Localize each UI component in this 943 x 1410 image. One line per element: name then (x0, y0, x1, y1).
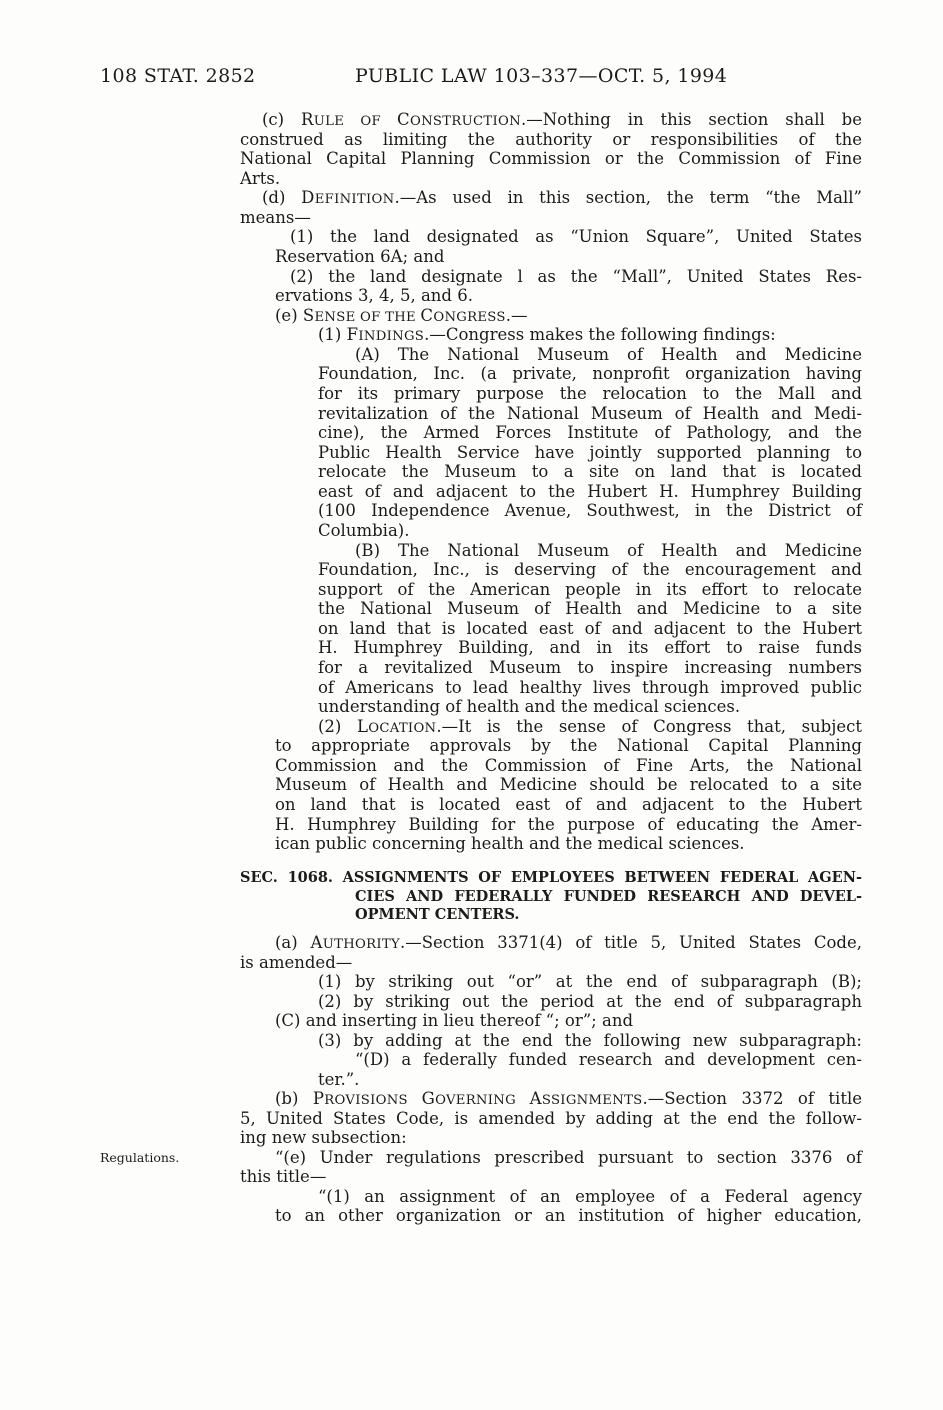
new-subsection-line: “(1) an assignment of an employee of a Federal agency (318, 1187, 862, 1206)
running-head: PUBLIC LAW 103–337—OCT. 5, 1994 (355, 65, 728, 87)
text-line: construed as limiting the authority or responsibilities of the (240, 130, 862, 149)
amendment-line: (1) by striking out “or” at the end of subparagraph (B); (318, 972, 862, 991)
line-text: .—It is the sense of Congress that, subject (436, 717, 862, 736)
subparagraph-a-line: relocate the Museum to a site on land that is located (318, 462, 862, 481)
small-cap-initial: F (346, 325, 359, 344)
new-subsection-line: this title— (240, 1167, 327, 1186)
subsection-heading: RULE OF CONSTRUCTION (301, 110, 521, 129)
stat-page-number: 108 STAT. 2852 (100, 65, 256, 87)
text-line: Arts. (240, 169, 281, 188)
subparagraph-b-line: of Americans to lead healthy lives through improved public (318, 678, 862, 697)
paragraph-2-line: (2) the land designate l as the “Mall”, United States Res- (290, 267, 862, 286)
section-heading-line: SEC. 1068. ASSIGNMENTS OF EMPLOYEES BETWEEN FEDERAL AGEN- (240, 869, 862, 886)
subparagraph-b-line: Foundation, Inc., is deserving of the encouragement and (318, 560, 862, 579)
paragraph-1-line: Reservation 6A; and (275, 247, 445, 266)
paragraph-1-line: (1) the land designated as “Union Square”, United States (290, 227, 862, 246)
subparagraph-a-line: (A) The National Museum of Health and Medicine (355, 345, 862, 364)
small-cap-initial: C (397, 110, 410, 129)
paragraph-label: (1) (318, 325, 342, 344)
small-cap-initial: G (421, 1089, 436, 1108)
subparagraph-b-line: H. Humphrey Building, and in its effort to raise funds (318, 638, 862, 657)
small-cap-initial: D (301, 188, 315, 207)
small-cap-initial: R (301, 110, 314, 129)
subparagraph-b-line: (B) The National Museum of Health and Medicine (355, 541, 862, 560)
subsection-label: (a) (275, 933, 298, 952)
text-line: ing new subsection: (240, 1128, 407, 1147)
location-line: on land that is located east of and adjacent to the Hubert (275, 795, 862, 814)
subsection-c-first-line (262, 110, 862, 130)
subsection-label: (d) (262, 188, 286, 207)
subparagraph-a-line: Columbia). (318, 521, 410, 540)
subparagraph-a-line: Foundation, Inc. (a private, nonprofit organization having (318, 364, 862, 383)
amendment-line: (C) and inserting in lieu thereof “; or”; and (275, 1011, 634, 1030)
subparagraph-b-line: understanding of health and the medical sciences. (318, 697, 741, 716)
paragraph-label: (2) (318, 717, 342, 736)
small-cap-initial: A (310, 933, 323, 952)
subsection-label: (e) (275, 306, 298, 325)
amendment-line: ter.”. (318, 1070, 360, 1089)
findings-first-line (318, 325, 862, 345)
location-line: ican public concerning health and the medical sciences. (275, 834, 745, 853)
subparagraph-b-line: for a revitalized Museum to inspire increasing numbers (318, 658, 862, 677)
amendment-line: (2) by striking out the period at the end of subparagraph (318, 992, 862, 1011)
line-text: .—Congress makes the following findings: (424, 325, 776, 344)
subsection-heading: AUTHORITY (310, 933, 400, 952)
amendment-line: “(D) a federally funded research and development cen- (355, 1050, 862, 1069)
subparagraph-a-line: for its primary purpose the relocation to the Mall and (318, 384, 862, 403)
location-line: H. Humphrey Building for the purpose of educating the Amer- (275, 815, 862, 834)
subsection-heading: PROVISIONS GOVERNING ASSIGNMENTS (312, 1089, 643, 1108)
subsection-label: (b) (275, 1089, 299, 1108)
location-line: to appropriate approvals by the National Capital Planning (275, 736, 862, 755)
location-line: Commission and the Commission of Fine Arts, the National (275, 756, 862, 775)
subparagraph-a-line: revitalization of the National Museum of Health and Medi- (318, 404, 862, 423)
subparagraph-a-line: cine), the Armed Forces Institute of Pathology, and the (318, 423, 862, 442)
small-cap-initial: L (356, 717, 369, 736)
subsection-heading: DEFINITION (301, 188, 395, 207)
paragraph-heading: LOCATION (356, 717, 437, 736)
line-text: .—As used in this section, the term “the Mall” (394, 188, 862, 207)
location-line: Museum of Health and Medicine should be relocated to a site (275, 775, 862, 794)
subsection-a-first-line (275, 933, 862, 953)
section-heading-line: OPMENT CENTERS. (355, 906, 520, 923)
line-text: .—Nothing in this section shall be (520, 110, 862, 129)
margin-note-regulations: Regulations. (100, 1150, 180, 1165)
line-text: .— (505, 306, 528, 325)
small-cap-initial: P (312, 1089, 325, 1108)
section-heading-line: CIES AND FEDERALLY FUNDED RESEARCH AND DEVEL- (355, 888, 862, 905)
new-subsection-line: “(e) Under regulations prescribed pursuant to section 3376 of (275, 1148, 862, 1167)
small-cap-initial: A (529, 1089, 542, 1108)
subparagraph-a-line: Public Health Service have jointly supported planning to (318, 443, 862, 462)
line-text: .—Section 3371(4) of title 5, United States Code, (399, 933, 863, 952)
paragraph-2-line: ervations 3, 4, 5, and 6. (275, 286, 473, 305)
line-text: .—Section 3372 of title (642, 1089, 862, 1108)
subparagraph-b-line: the National Museum of Health and Medicine to a site (318, 599, 862, 618)
subsection-heading: SENSE OF THE CONGRESS (302, 306, 506, 325)
subparagraph-b-line: on land that is located east of and adjacent to the Hubert (318, 619, 862, 638)
text-line: is amended— (240, 953, 353, 972)
small-cap-initial: C (420, 306, 434, 325)
text-line: means— (240, 208, 311, 227)
location-first-line (318, 717, 862, 737)
subparagraph-a-line: (100 Independence Avenue, Southwest, in the District of (318, 501, 862, 520)
amendment-line: (3) by adding at the end the following new subparagraph: (318, 1031, 862, 1050)
paragraph-heading: FINDINGS (346, 325, 425, 344)
subparagraph-b-line: support of the American people in its effort to relocate (318, 580, 862, 599)
text-line: National Capital Planning Commission or the Commission of Fine (240, 149, 862, 168)
subsection-b-first-line (275, 1089, 862, 1109)
text-line: 5, United States Code, is amended by adding at the end the follow- (240, 1109, 862, 1128)
small-cap-initial: S (302, 306, 315, 325)
new-subsection-line: to an other organization or an institution of higher education, (275, 1206, 862, 1225)
subsection-label: (c) (262, 110, 285, 129)
subsection-d-first-line (262, 188, 862, 208)
subparagraph-a-line: east of and adjacent to the Hubert H. Humphrey Building (318, 482, 862, 501)
subsection-e-first-line (275, 306, 862, 326)
